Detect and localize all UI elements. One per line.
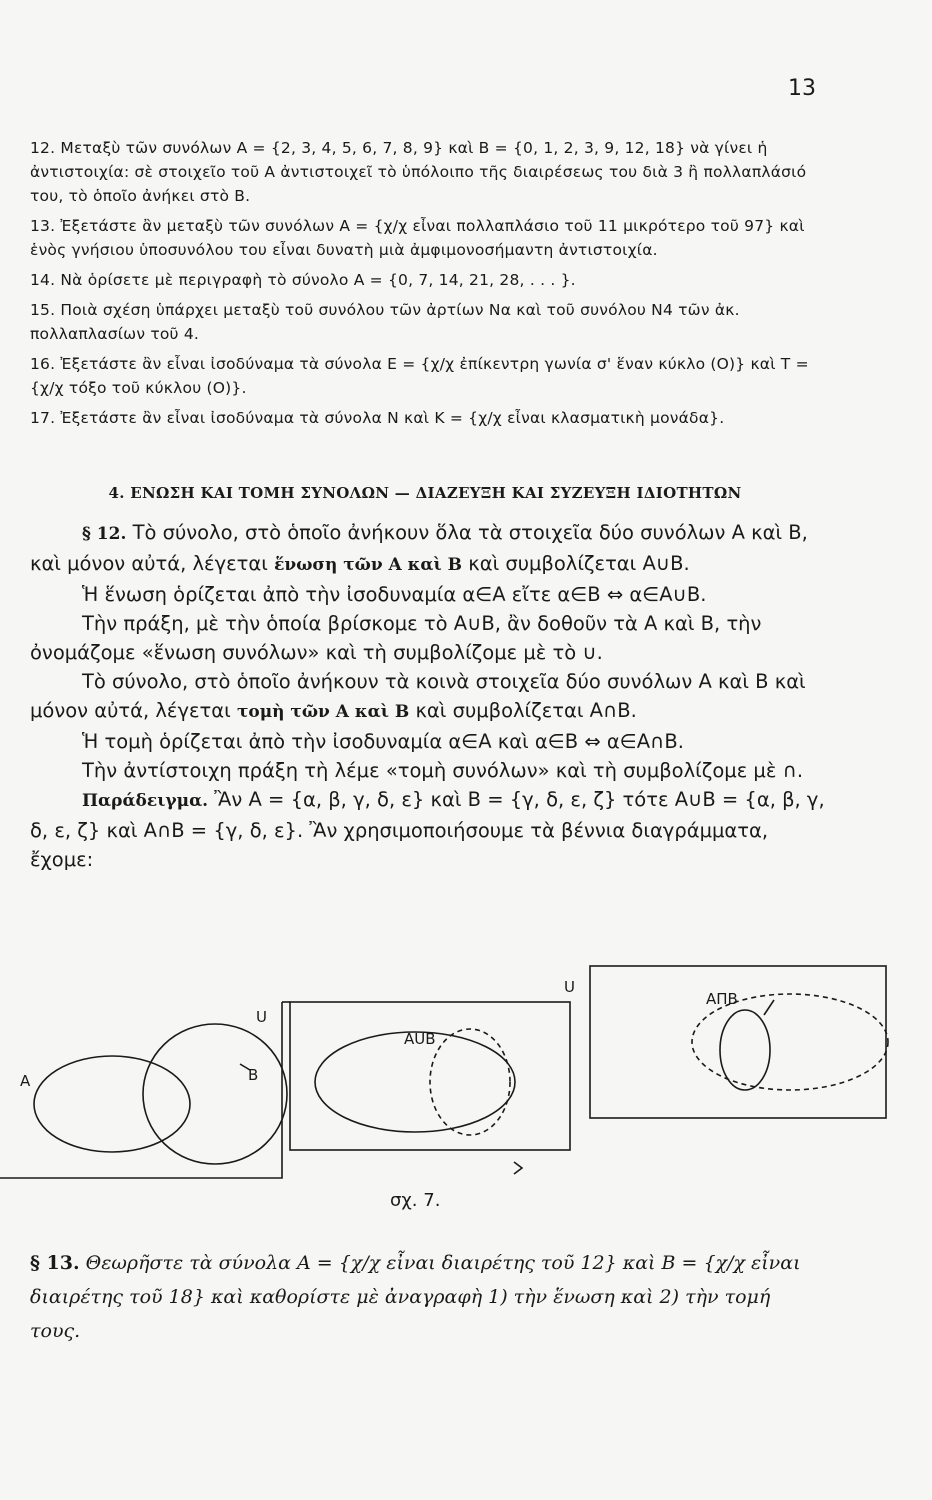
section-13-text: Θεωρῆστε τὰ σύνολα Α = {χ/χ εἶναι διαιρέτης τοῦ 12} καὶ Β = {χ/χ εἶναι διαιρέτης τοῦ 18} καὶ καθορίστε μὲ ἀναγραφὴ 1) τὴν ἕνωση καὶ 2) τὴν τομή τους. xyxy=(30,1252,801,1342)
union-operation: Τὴν πράξη, μὲ τὴν ὁποία βρίσκομε τὸ Α∪Β, ἂν δοθοῦν τὰ Α καὶ Β, τὴν ὀνομάζομε «ἕνωση συνόλων» καὶ τὴ συμβολίζομε μὲ τὸ ∪. xyxy=(30,612,762,664)
universe-frame-3 xyxy=(590,966,886,1118)
intersection-outer xyxy=(692,994,888,1090)
section-heading: 4. ΕΝΩΣΗ ΚΑΙ ΤΟΜΗ ΣΥΝΟΛΩΝ — ΔΙΑΖΕΥΞΗ ΚΑΙ ΣΥΖΕΥΞΗ ΙΔΙΟΤΗΤΩΝ xyxy=(108,484,742,502)
section-12-number: § 12. xyxy=(82,524,127,544)
intersection-region xyxy=(720,1010,770,1090)
example-text: Ἂν Α = {α, β, γ, δ, ε} καὶ Β = {γ, δ, ε, ζ} τότε Α∪Β = {α, β, γ, δ, ε, ζ} καὶ Α∩Β = {γ, δ, ε}. Ἂν χρησιμοποιήσουμε τὰ βέννια διαγράμματα, ἔχομε: xyxy=(30,788,825,871)
universe-frame-2 xyxy=(290,1002,570,1150)
intersection-operation: Τὴν ἀντίστοιχη πράξη τὴ λέμε «τομὴ συνόλων» καὶ τὴ συμβολίζομε μὲ ∩. xyxy=(82,759,804,782)
exercise-16: 16. Ἐξετάστε ἂν εἶναι ἰσοδύναμα τὰ σύνολα Ε = {χ/χ ἐπίκεντρη γωνία σ' ἕναν κύκλο (Ο)} καὶ Τ = {χ/χ τόξο τοῦ κύκλου (Ο)}. xyxy=(30,355,809,397)
intersection-equivalence: Ἡ τομὴ ὁρίζεται ἀπὸ τὴν ἰσοδυναμία α∈Α καὶ α∈Β ⇔ α∈Α∩Β. xyxy=(82,730,684,753)
union-ellipse-b xyxy=(430,1029,510,1135)
label-b: B xyxy=(248,1066,259,1084)
label-union: AUB xyxy=(404,1030,436,1048)
label-u-1: U xyxy=(256,1008,267,1026)
intersection-term: τομὴ τῶν Α καὶ Β xyxy=(236,702,410,722)
union-equivalence: Ἡ ἕνωση ὁρίζεται ἀπὸ τὴν ἰσοδυναμία α∈Α εἴτε α∈Β ⇔ α∈Α∪Β. xyxy=(82,583,707,606)
label-intersection: AΠB xyxy=(706,990,738,1008)
page-number: 13 xyxy=(788,76,816,101)
figure-caption: σχ. 7. xyxy=(390,1190,441,1211)
set-b-ellipse xyxy=(143,1024,287,1164)
exercise-17: 17. Ἐξετάστε ἂν εἶναι ἰσοδύναμα τὰ σύνολα Ν καὶ Κ = {χ/χ εἶναι κλασματικὴ μονάδα}. xyxy=(30,409,725,427)
union-definition-text: Τὸ σύνολο, στὸ ὁποῖο ἀνήκουν ὅλα τὰ στοιχεῖα δύο συνόλων Α καὶ Β, καὶ μόνον αὐτά, λέγεται xyxy=(30,521,808,575)
section-13-number: § 13. xyxy=(30,1252,80,1274)
intersection-definition-text: Τὸ σύνολο, στὸ ὁποῖο ἀνήκουν τὰ κοινὰ στοιχεῖα δύο συνόλων Α καὶ Β καὶ μόνον αὐτά, λέγεται xyxy=(30,670,806,722)
exercise-12: 12. Μεταξὺ τῶν συνόλων Α = {2, 3, 4, 5, 6, 7, 8, 9} καὶ Β = {0, 1, 2, 3, 9, 12, 18} νὰ γίνει ἡ ἀντιστοιχία: σὲ στοιχεῖο τοῦ Α ἀντιστοιχεῖ τὸ ὑπόλοιπο τῆς διαιρέσεως του διὰ 3 ἢ πολλαπλάσιό του, τὸ ὁποῖο ἀνήκει στὸ Β. xyxy=(30,139,807,205)
exercise-13: 13. Ἐξετάστε ἂν μεταξὺ τῶν συνόλων Α = {χ/χ εἶναι πολλαπλάσιο τοῦ 11 μικρότερο τοῦ 97} καὶ ἑνὸς γνήσιου ὑποσυνόλου του εἶναι δυνατὴ μιὰ ἀμφιμονοσήμαντη ἀντιστοιχία. xyxy=(30,217,805,259)
tick-mark xyxy=(514,1162,522,1174)
union-definition-end: καὶ συμβολίζεται Α∪Β. xyxy=(468,552,690,575)
label-u-2: U xyxy=(564,978,575,996)
label-pointer-intersection xyxy=(764,1000,774,1015)
example-label: Παράδειγμα. xyxy=(82,791,209,811)
section-13 xyxy=(30,1246,826,1348)
exercise-15: 15. Ποιὰ σχέση ὑπάρχει μεταξὺ τοῦ συνόλου τῶν ἀρτίων Να καὶ τοῦ συνόλου Ν4 τῶν ἀκ. πολλαπλασίων τοῦ 4. xyxy=(30,301,740,343)
label-a: A xyxy=(20,1072,31,1090)
union-term: ἕνωση τῶν Α καὶ Β xyxy=(274,555,463,575)
intersection-definition-end: καὶ συμβολίζεται Α∩Β. xyxy=(415,699,637,722)
exercise-14: 14. Νὰ ὁρίσετε μὲ περιγραφὴ τὸ σύνολο Α = {0, 7, 14, 21, 28, . . . }. xyxy=(30,271,576,289)
set-a-ellipse xyxy=(34,1056,190,1152)
